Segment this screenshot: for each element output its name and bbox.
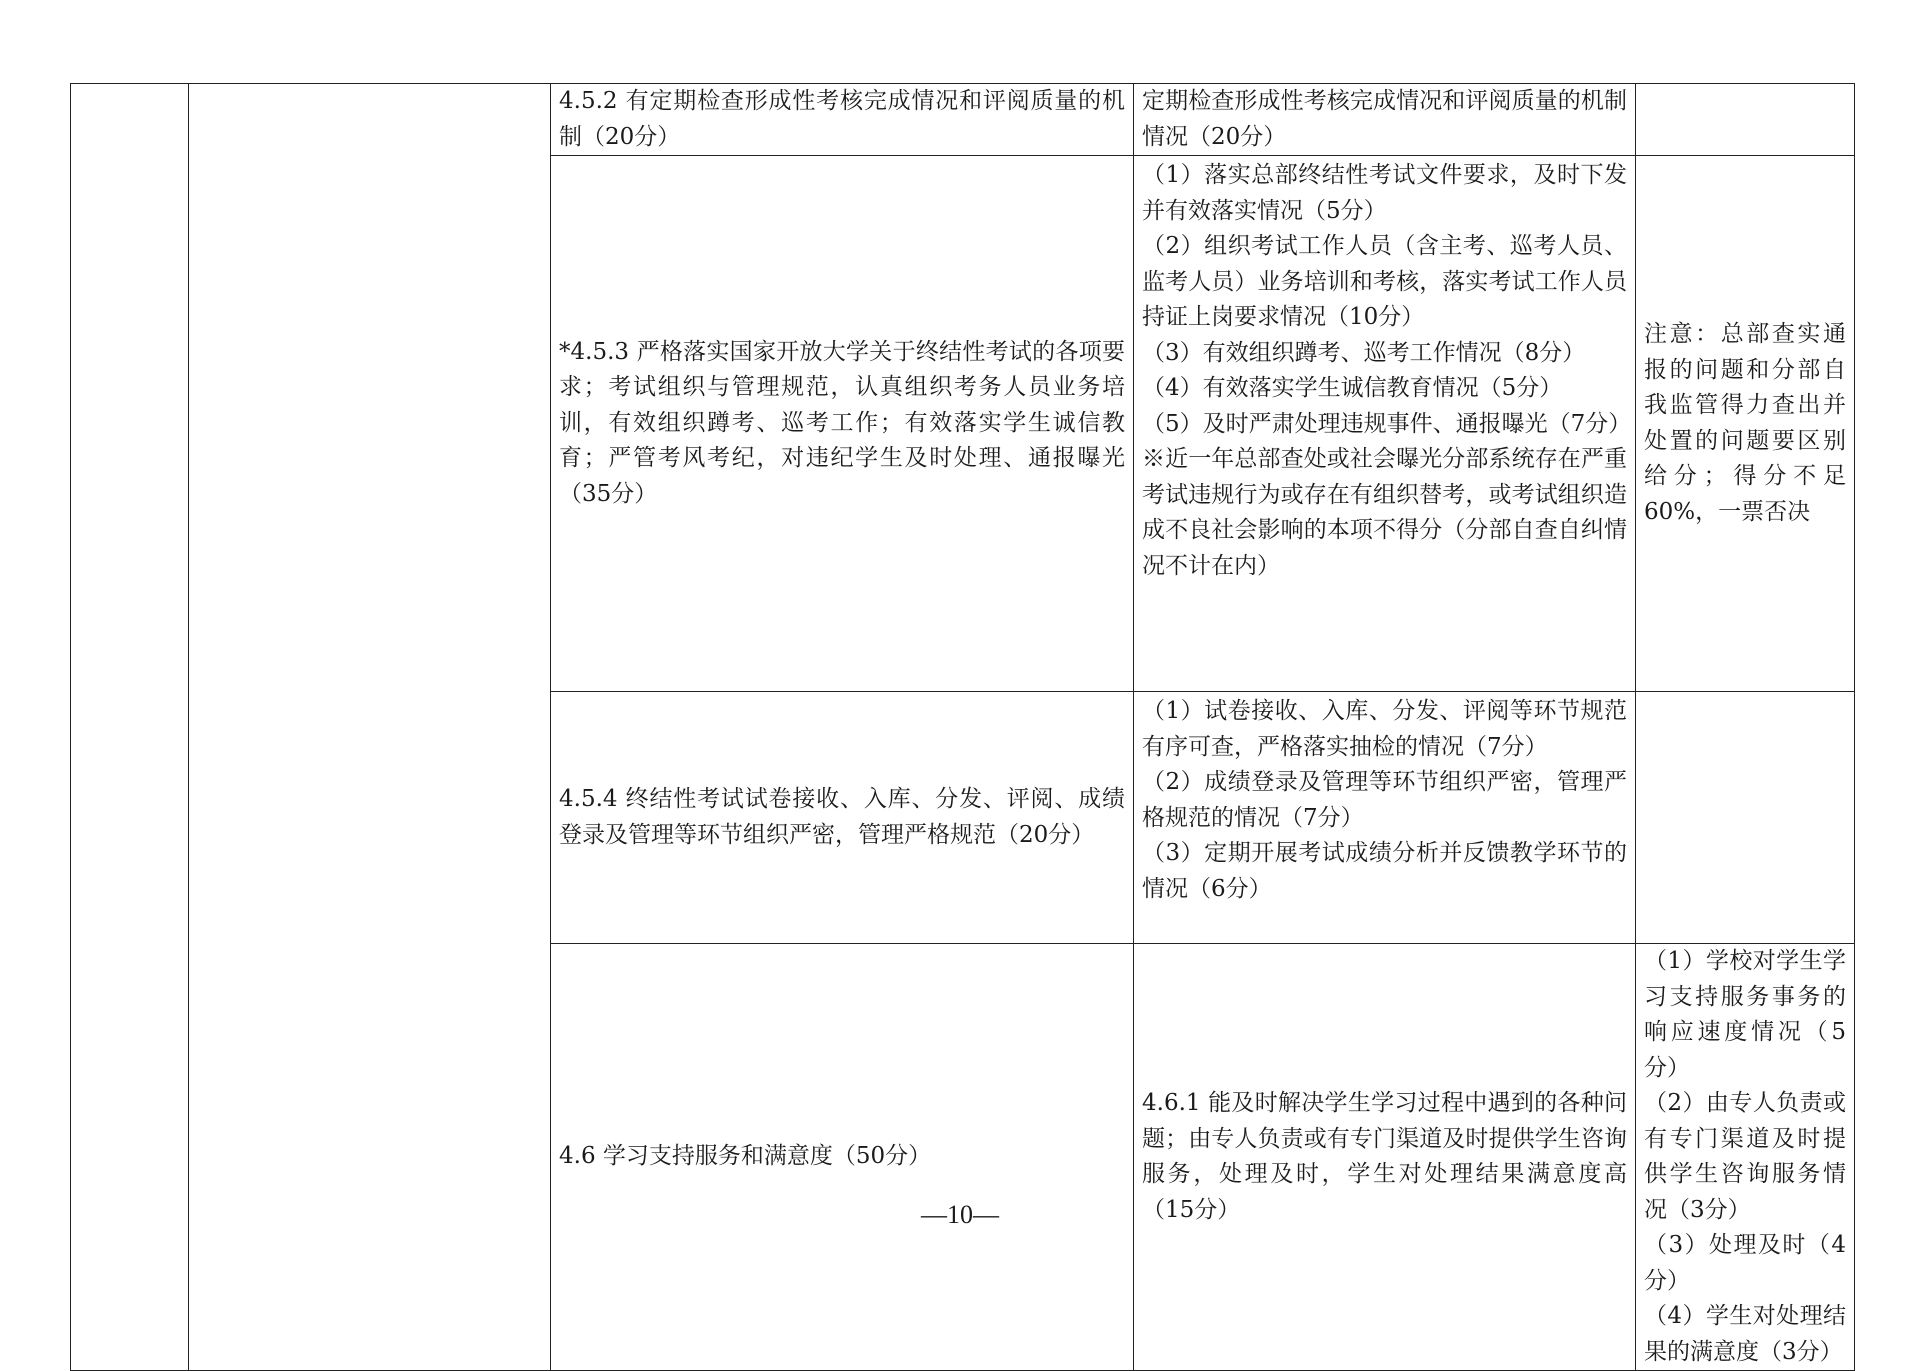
criteria-item: （2）组织考试工作人员（含主考、巡考人员、监考人员）业务培训和考核，落实考试工作人员持证上岗要求情况（10分） — [1142, 233, 1627, 330]
criteria-item: （3）有效组织蹲考、巡考工作情况（8分） — [1142, 339, 1586, 366]
table-row — [71, 84, 1855, 156]
criteria-item: （1）学校对学生学习支持服务事务的响应速度情况（5分） — [1644, 948, 1846, 1081]
note-cell — [1636, 156, 1855, 692]
note-text: 注意：总部查实通报的问题和分部自我监管得力查出并处置的问题要区别给分；得分不足60%，一票否决 — [1644, 321, 1846, 525]
page-number: —10— — [921, 1200, 999, 1229]
indicator-text: 4.6.1 能及时解决学生学习过程中遇到的各种问题；由专人负责或有专门渠道及时提供学生咨询服务，处理及时，学生对处理结果满意度高（15分） — [1142, 1090, 1627, 1223]
indicator-cell — [1134, 944, 1636, 1371]
criteria-cell — [1134, 156, 1636, 692]
level2-cell — [189, 84, 551, 1371]
criteria-item: （1）试卷接收、入库、分发、评阅等环节规范有序可查，严格落实抽检的情况（7分） — [1142, 698, 1627, 760]
note-cell — [1636, 84, 1855, 156]
criteria-item: （3）处理及时（4分） — [1644, 1232, 1846, 1294]
evaluation-table — [70, 83, 1855, 1371]
indicator-text: 4.5.4 终结性考试试卷接收、入库、分发、评阅、成绩登录及管理等环节组织严密，管理严格规范（20分） — [559, 786, 1125, 848]
criteria-item: （4）学生对处理结果的满意度（3分） — [1644, 1303, 1846, 1365]
criteria-item: （2）成绩登录及管理等环节组织严密，管理严格规范的情况（7分） — [1142, 769, 1627, 831]
criteria-item: ※近一年总部查处或社会曝光分部系统存在严重考试违规行为或存在有组织替考，或考试组织造成不良社会影响的本项不得分（分部自查自纠情况不计在内） — [1142, 446, 1627, 579]
level1-cell — [71, 84, 189, 1371]
indicator-cell — [551, 692, 1134, 944]
criteria-item: （3）定期开展考试成绩分析并反馈教学环节的情况（6分） — [1142, 840, 1627, 902]
note-cell — [1636, 692, 1855, 944]
criteria-cell — [1636, 944, 1855, 1371]
criteria-item: （2）由专人负责或有专门渠道及时提供学生咨询服务情况（3分） — [1644, 1090, 1846, 1223]
indicator-cell — [551, 156, 1134, 692]
criteria-cell — [1134, 84, 1636, 156]
indicator-cell — [551, 84, 1134, 156]
section-cell — [551, 944, 1134, 1371]
section-text: 4.6 学习支持服务和满意度（50分） — [559, 1143, 932, 1170]
criteria-item: （5）及时严肃处理违规事件、通报曝光（7分） — [1142, 410, 1632, 437]
indicator-text: 4.5.2 有定期检查形成性考核完成情况和评阅质量的机制（20分） — [559, 88, 1125, 150]
criteria-item: 定期检查形成性考核完成情况和评阅质量的机制情况（20分） — [1142, 88, 1627, 150]
indicator-text: *4.5.3 严格落实国家开放大学关于终结性考试的各项要求；考试组织与管理规范，认真组织考务人员业务培训，有效组织蹲考、巡考工作；有效落实学生诚信教育；严管考风考纪，对违纪学生及时处理、通报曝光（35分） — [559, 338, 1125, 507]
criteria-item: （4）有效落实学生诚信教育情况（5分） — [1142, 375, 1563, 401]
criteria-item: （1）落实总部终结性考试文件要求，及时下发并有效落实情况（5分） — [1142, 162, 1627, 224]
criteria-cell — [1134, 692, 1636, 944]
